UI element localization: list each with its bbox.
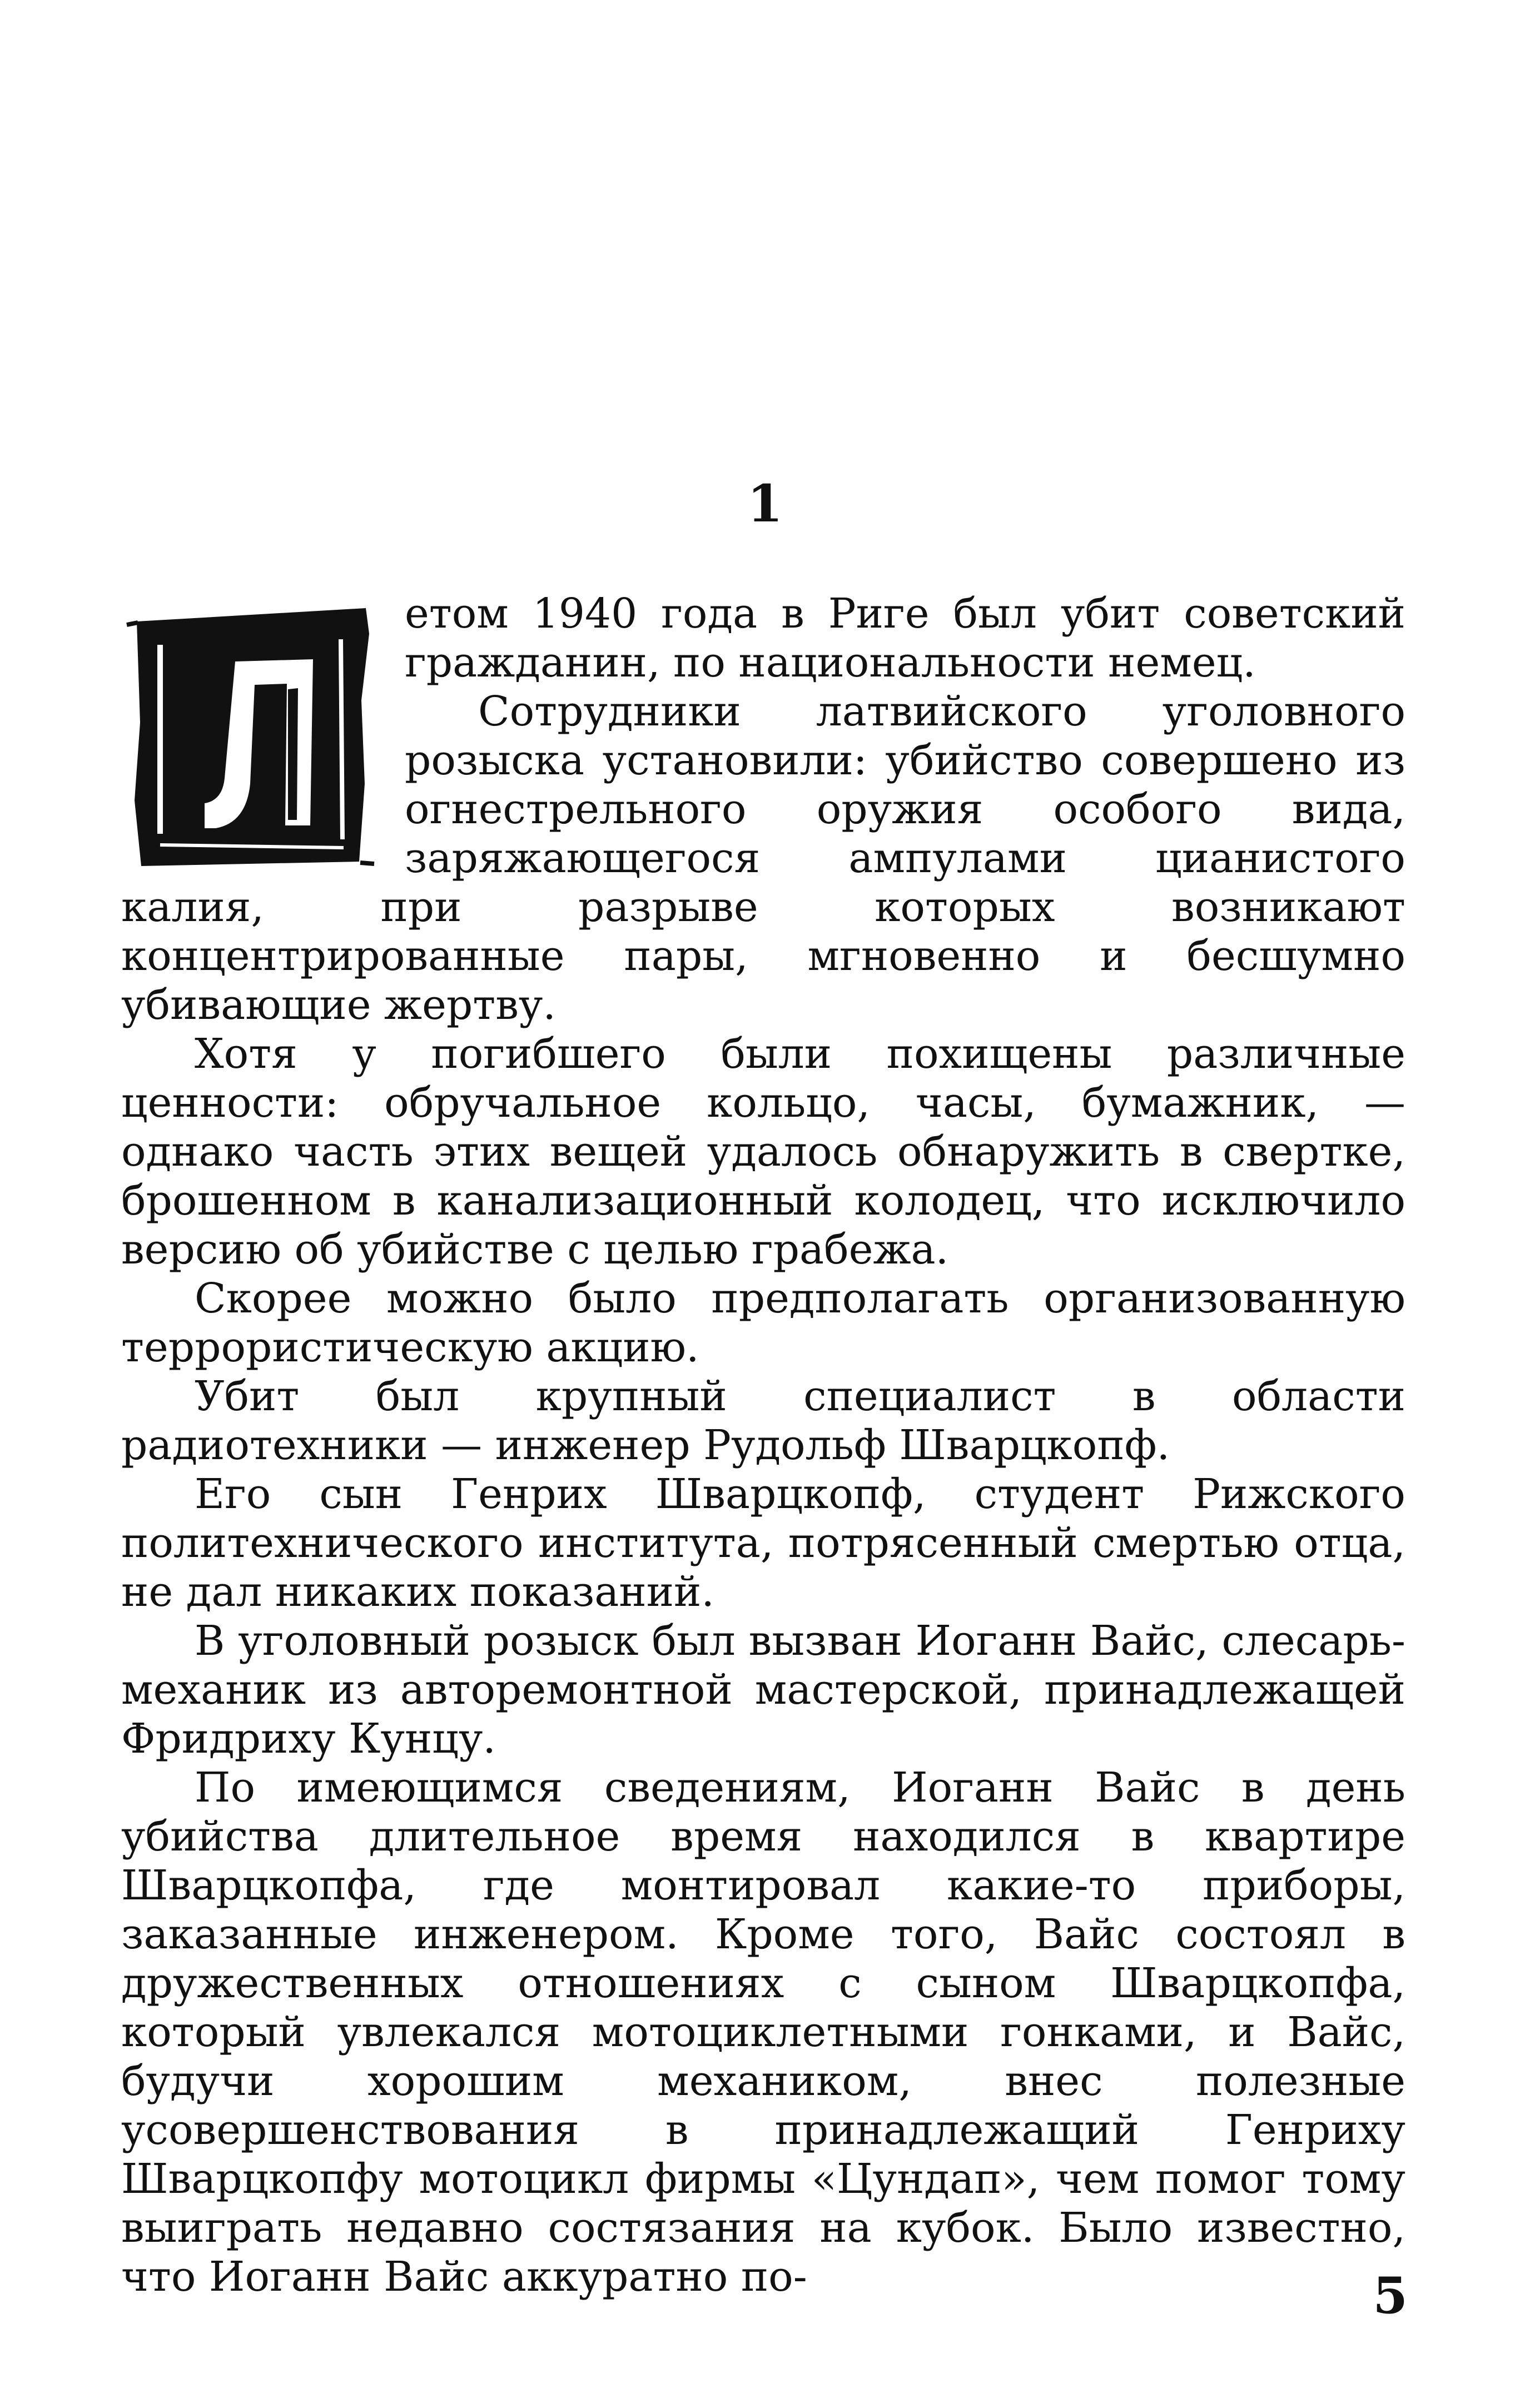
decorative-letter-L-initial (121, 600, 377, 878)
paragraph-5: Убит был крупный специалист в области радиотехники — инженер Рудольф Шварцкопф. (121, 1372, 1405, 1469)
paragraph-8: По имеющимся сведениям, Иоганн Вайс в день убийства длительное время находился в квартире Шварцкопфа, где монтировал какие-то приборы, заказанные инженером. Кроме того, Вайс состоял в дружественных отношениях с сыном Шварцкопфа, который увлекался мотоциклетными гонками, и Вайс, будучи хорошим механиком, внес полезные усовершенствования в принадлежащий Генриху Шварцкопфу мотоцикл фирмы «Цундап», чем помог тому выиграть недавно состязания на кубок. Было известно, что Иоганн Вайс аккуратно по- (121, 1764, 1405, 2301)
paragraph-1: етом 1940 года в Риге был убит советский гражданин, по национальности немец. (405, 590, 1405, 686)
body-text (121, 589, 1405, 2301)
paragraph-4: Скорее можно было предполагать организованную террористическую акцию. (121, 1275, 1405, 1371)
paragraph-7: В уголовный розыск был вызван Иоганн Вайс, слесарь-механик из авторемонтной мастерской, принадлежащей Фридриху Кунцу. (121, 1617, 1405, 1763)
paragraph-3: Хотя у погибшего были похищены различные ценности: обручальное кольцо, часы, бумажник, — однако часть этих вещей удалось обнаружить в свертке, брошенном в канализационный колодец, что исключило версию об убийстве с целью грабежа. (121, 1030, 1405, 1273)
page-number: 5 (1373, 2266, 1408, 2325)
chapter-number: 1 (747, 474, 783, 534)
paragraph-6: Его сын Генрих Шварцкопф, студент Рижского политехнического института, потрясенный смертью отца, не дал никаких показаний. (121, 1470, 1405, 1616)
paragraph-2: Сотрудники латвийского уголовного розыска установили: убийство совершено из огнестрельного оружия особого вида, заряжающегося ампулами цианистого калия, при разрыве которых возникают концентрированные пары, мгновенно и бесшумно убивающие жертву. (121, 688, 1405, 1029)
